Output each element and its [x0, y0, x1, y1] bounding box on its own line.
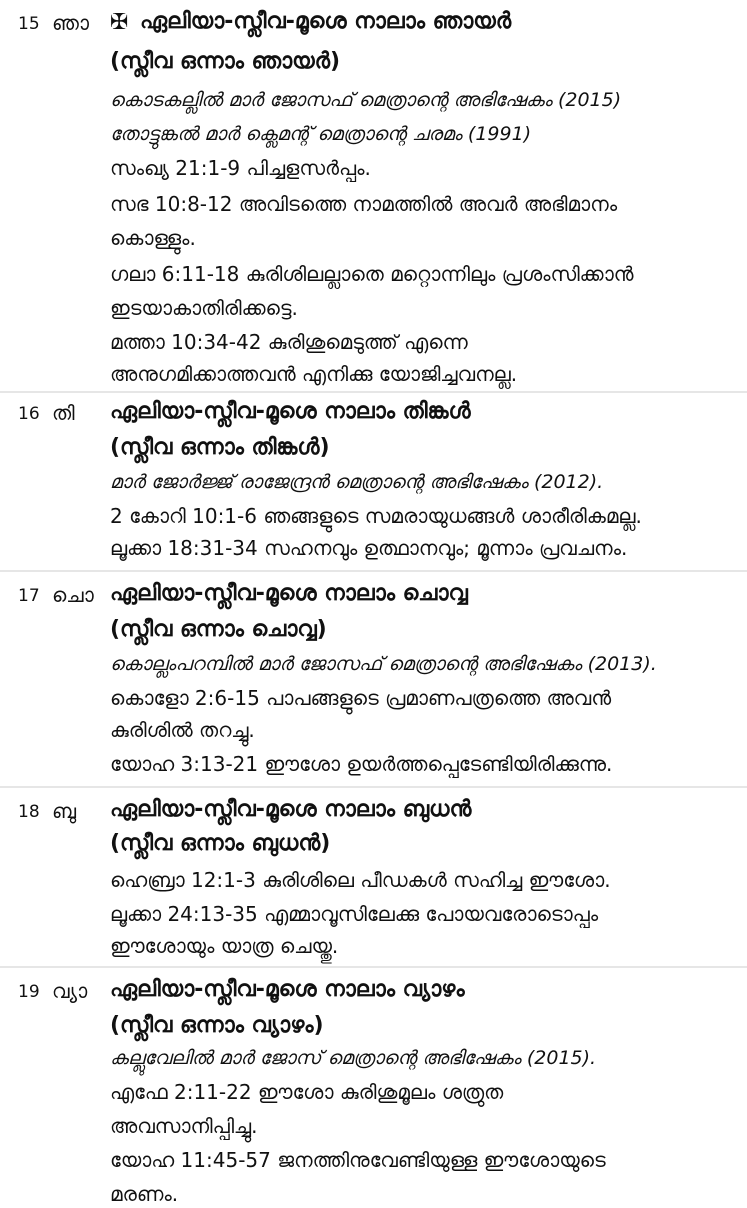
weekday-abbr: ബു: [52, 799, 77, 823]
commemoration-note: കല്ലുവേലിൽ മാർ ജോസ് മെത്രാന്റെ അഭിഷേകം (2015).: [110, 1047, 597, 1069]
reading-line: ലൂക്കാ 24:13-35 എമ്മാവൂസിലേക്കു പോയവരോടൊപ്പം: [110, 902, 599, 926]
reading-line: ലൂക്കാ 18:31-34 സഹനവും ഉത്ഥാനവും; മൂന്നാം പ്രവചനം.: [110, 536, 628, 560]
feast-subtitle: (സ്ലീവ ഒന്നാം ചൊവ്വ): [110, 617, 327, 642]
weekday-abbr: തി: [52, 401, 75, 425]
reading-line: അനുഗമിക്കാത്തവൻ എനിക്കു യോജിച്ചവനല്ല.: [110, 362, 518, 386]
calendar-entry-19: [0, 976, 747, 1204]
reading-line: സംഖ്യ 21:1-9 പിച്ചളസർപ്പം.: [110, 156, 371, 180]
feast-subtitle: (സ്ലീവ ഒന്നാം ബുധൻ): [110, 831, 331, 856]
weekday-abbr: വ്യാ: [52, 979, 88, 1003]
entry-divider: [0, 391, 747, 393]
feast-title: ഏലിയാ-സ്ലീവ-മൂശെ നാലാം ചൊവ്വ: [110, 581, 468, 606]
reading-line: മത്താ 10:34-42 കുരിശുമെടുത്ത് എന്നെ: [110, 330, 468, 354]
day-number: 16: [18, 404, 40, 424]
day-number: 17: [18, 586, 40, 606]
reading-line: കൊളോ 2:6-15 പാപങ്ങളുടെ പ്രമാണപത്രത്തെ അവൻ: [110, 686, 612, 710]
reading-line: കുരിശിൽ തറച്ചു.: [110, 718, 255, 742]
commemoration-note: കൊടകല്ലിൽ മാർ ജോസഫ് മെത്രാന്റെ അഭിഷേകം (2015): [110, 89, 622, 111]
commemoration-note: തോട്ടുങ്കൽ മാർ ക്ലെമന്റ് മെത്രാന്റെ ചരമം (1991): [110, 123, 532, 145]
feast-subtitle: (സ്ലീവ ഒന്നാം വ്യാഴം): [110, 1013, 324, 1038]
feast-subtitle: (സ്ലീവ ഒന്നാം തിങ്കൾ): [110, 435, 330, 460]
entry-divider: [0, 570, 747, 572]
reading-line: 2 കോറി 10:1-6 ഞങ്ങളുടെ സമരായുധങ്ങൾ ശാരീരികമല്ല.: [110, 504, 642, 528]
weekday-abbr: ചൊ: [52, 583, 94, 607]
reading-line: ഇടയാകാതിരിക്കട്ടെ.: [110, 296, 298, 320]
day-number: 18: [18, 802, 40, 822]
weekday-abbr: ഞാ: [52, 11, 89, 35]
reading-line: ഹെബ്രാ 12:1-3 കുരിശിലെ പീഡകൾ സഹിച്ച ഈശോ.: [110, 868, 611, 892]
commemoration-note: മാർ ജോർജ്ജ് രാജേന്ദ്രൻ മെത്രാന്റെ അഭിഷേകം (2012).: [110, 471, 604, 493]
calendar-entry-17: [0, 580, 747, 780]
reading-line: കൊള്ളും.: [110, 226, 196, 250]
feast-title: ഏലിയാ-സ്ലീവ-മൂശെ നാലാം ബുധൻ: [110, 797, 472, 822]
reading-line: യോഹ 3:13-21 ഈശോ ഉയർത്തപ്പെടേണ്ടിയിരിക്കുന്നു.: [110, 752, 613, 776]
commemoration-note: കൊല്ലംപറമ്പിൽ മാർ ജോസഫ് മെത്രാന്റെ അഭിഷേകം (2013).: [110, 653, 657, 675]
reading-line: മരണം.: [110, 1182, 179, 1206]
reading-line: എഫേ 2:11-22 ഈശോ കുരിശുമൂലം ശത്രുത: [110, 1080, 504, 1104]
calendar-entry-18: [0, 796, 747, 961]
day-number: 15: [18, 14, 40, 34]
entry-divider: [0, 786, 747, 788]
feast-title: ഏലിയാ-സ്ലീവ-മൂശെ നാലാം തിങ്കൾ: [110, 399, 471, 424]
feast-subtitle: (സ്ലീവ ഒന്നാം ഞായർ): [110, 49, 341, 74]
feast-title: ഏലിയാ-സ്ലീവ-മൂശെ നാലാം ഞായർ: [140, 9, 512, 34]
reading-line: ഈശോയും യാത്ര ചെയ്തു.: [110, 934, 339, 958]
entry-divider: [0, 966, 747, 968]
reading-line: ഗലാ 6:11-18 കുരിശിലല്ലാതെ മറ്റൊന്നിലും പ്രശംസിക്കാൻ: [110, 262, 634, 286]
reading-line: അവസാനിപ്പിച്ചു.: [110, 1114, 258, 1138]
calendar-entry-15: [0, 8, 747, 386]
reading-line: യോഹ 11:45-57 ജനത്തിനുവേണ്ടിയുള്ള ഈശോയുടെ: [110, 1148, 606, 1172]
feast-title: ഏലിയാ-സ്ലീവ-മൂശെ നാലാം വ്യാഴം: [110, 977, 465, 1002]
day-number: 19: [18, 982, 40, 1002]
calendar-entry-16: [0, 398, 747, 568]
reading-line: സഭ 10:8-12 അവിടത്തെ നാമത്തിൽ അവർ അഭിമാനം: [110, 192, 618, 216]
cross-icon: ✠: [110, 10, 129, 35]
